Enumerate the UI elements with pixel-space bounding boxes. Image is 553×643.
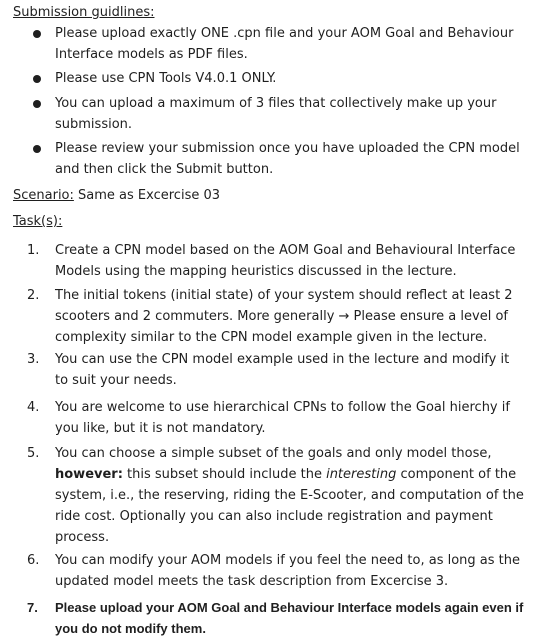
scenario-line — [13, 186, 220, 205]
task-2-text: The initial tokens (initial state) of your system should reflect at least 2 scooters and 2 commuters. More generally → Please ensure a level of complexity similar to the CPN model example given in the lecture. — [55, 288, 513, 345]
task-number: 3. — [27, 352, 40, 367]
submission-heading: Submission guidlines: — [13, 5, 155, 20]
task-1-text: Create a CPN model based on the AOM Goal and Behavioural Interface Models using the mapping heuristics discussed in the lecture. — [55, 243, 516, 279]
submission-bullet-1: Please upload exactly ONE .cpn file and your AOM Goal and Behaviour Interface models as PDF files. — [55, 26, 514, 62]
submission-bullet-3: You can upload a maximum of 3 files that collectively make up your submission. — [55, 96, 497, 132]
bullet-dot — [33, 30, 41, 38]
submission-bullet-4: Please review your submission once you have uploaded the CPN model and then click the Submit button. — [55, 141, 520, 177]
task-number: 7. — [27, 600, 38, 615]
bullet-dot — [33, 100, 41, 108]
task-6-text: You can modify your AOM models if you feel the need to, as long as the updated model meets the task description from Excercise 3. — [55, 553, 520, 589]
task-number: 5. — [27, 446, 40, 461]
scenario-label: Scenario: — [13, 188, 74, 203]
task-number: 4. — [27, 400, 40, 415]
task-number: 6. — [27, 553, 40, 568]
task-5-italic: interesting — [326, 467, 397, 482]
task-4-text: You are welcome to use hierarchical CPNs to follow the Goal hierchy if you like, but it is not mandatory. — [55, 400, 510, 436]
task-5-bold: however: — [55, 467, 123, 482]
task-number: 1. — [27, 243, 40, 258]
bullet-dot — [33, 145, 41, 153]
scenario-text: Same as Excercise 03 — [73, 188, 221, 203]
task-5-text-c: component of the system, i.e., the reserving, riding the E-Scooter, and computation of the ride cost. Optionally you can also include registration and payment process. — [55, 467, 524, 545]
task-3-text: You can use the CPN model example used in the lecture and modify it to suit your needs. — [55, 352, 510, 388]
task-7-text: Please upload your AOM Goal and Behaviour Interface models again even if you do not modify them. — [55, 600, 524, 636]
task-5-text-a: You can choose a simple subset of the goals and only model those, — [55, 446, 492, 461]
task-5-text — [55, 443, 525, 548]
submission-bullet-2: Please use CPN Tools V4.0.1 ONLY. — [55, 71, 277, 86]
tasks-heading: Task(s): — [13, 214, 63, 229]
task-number: 2. — [27, 288, 40, 303]
task-5-text-b: this subset should include the — [122, 467, 327, 482]
bullet-dot — [33, 75, 41, 83]
